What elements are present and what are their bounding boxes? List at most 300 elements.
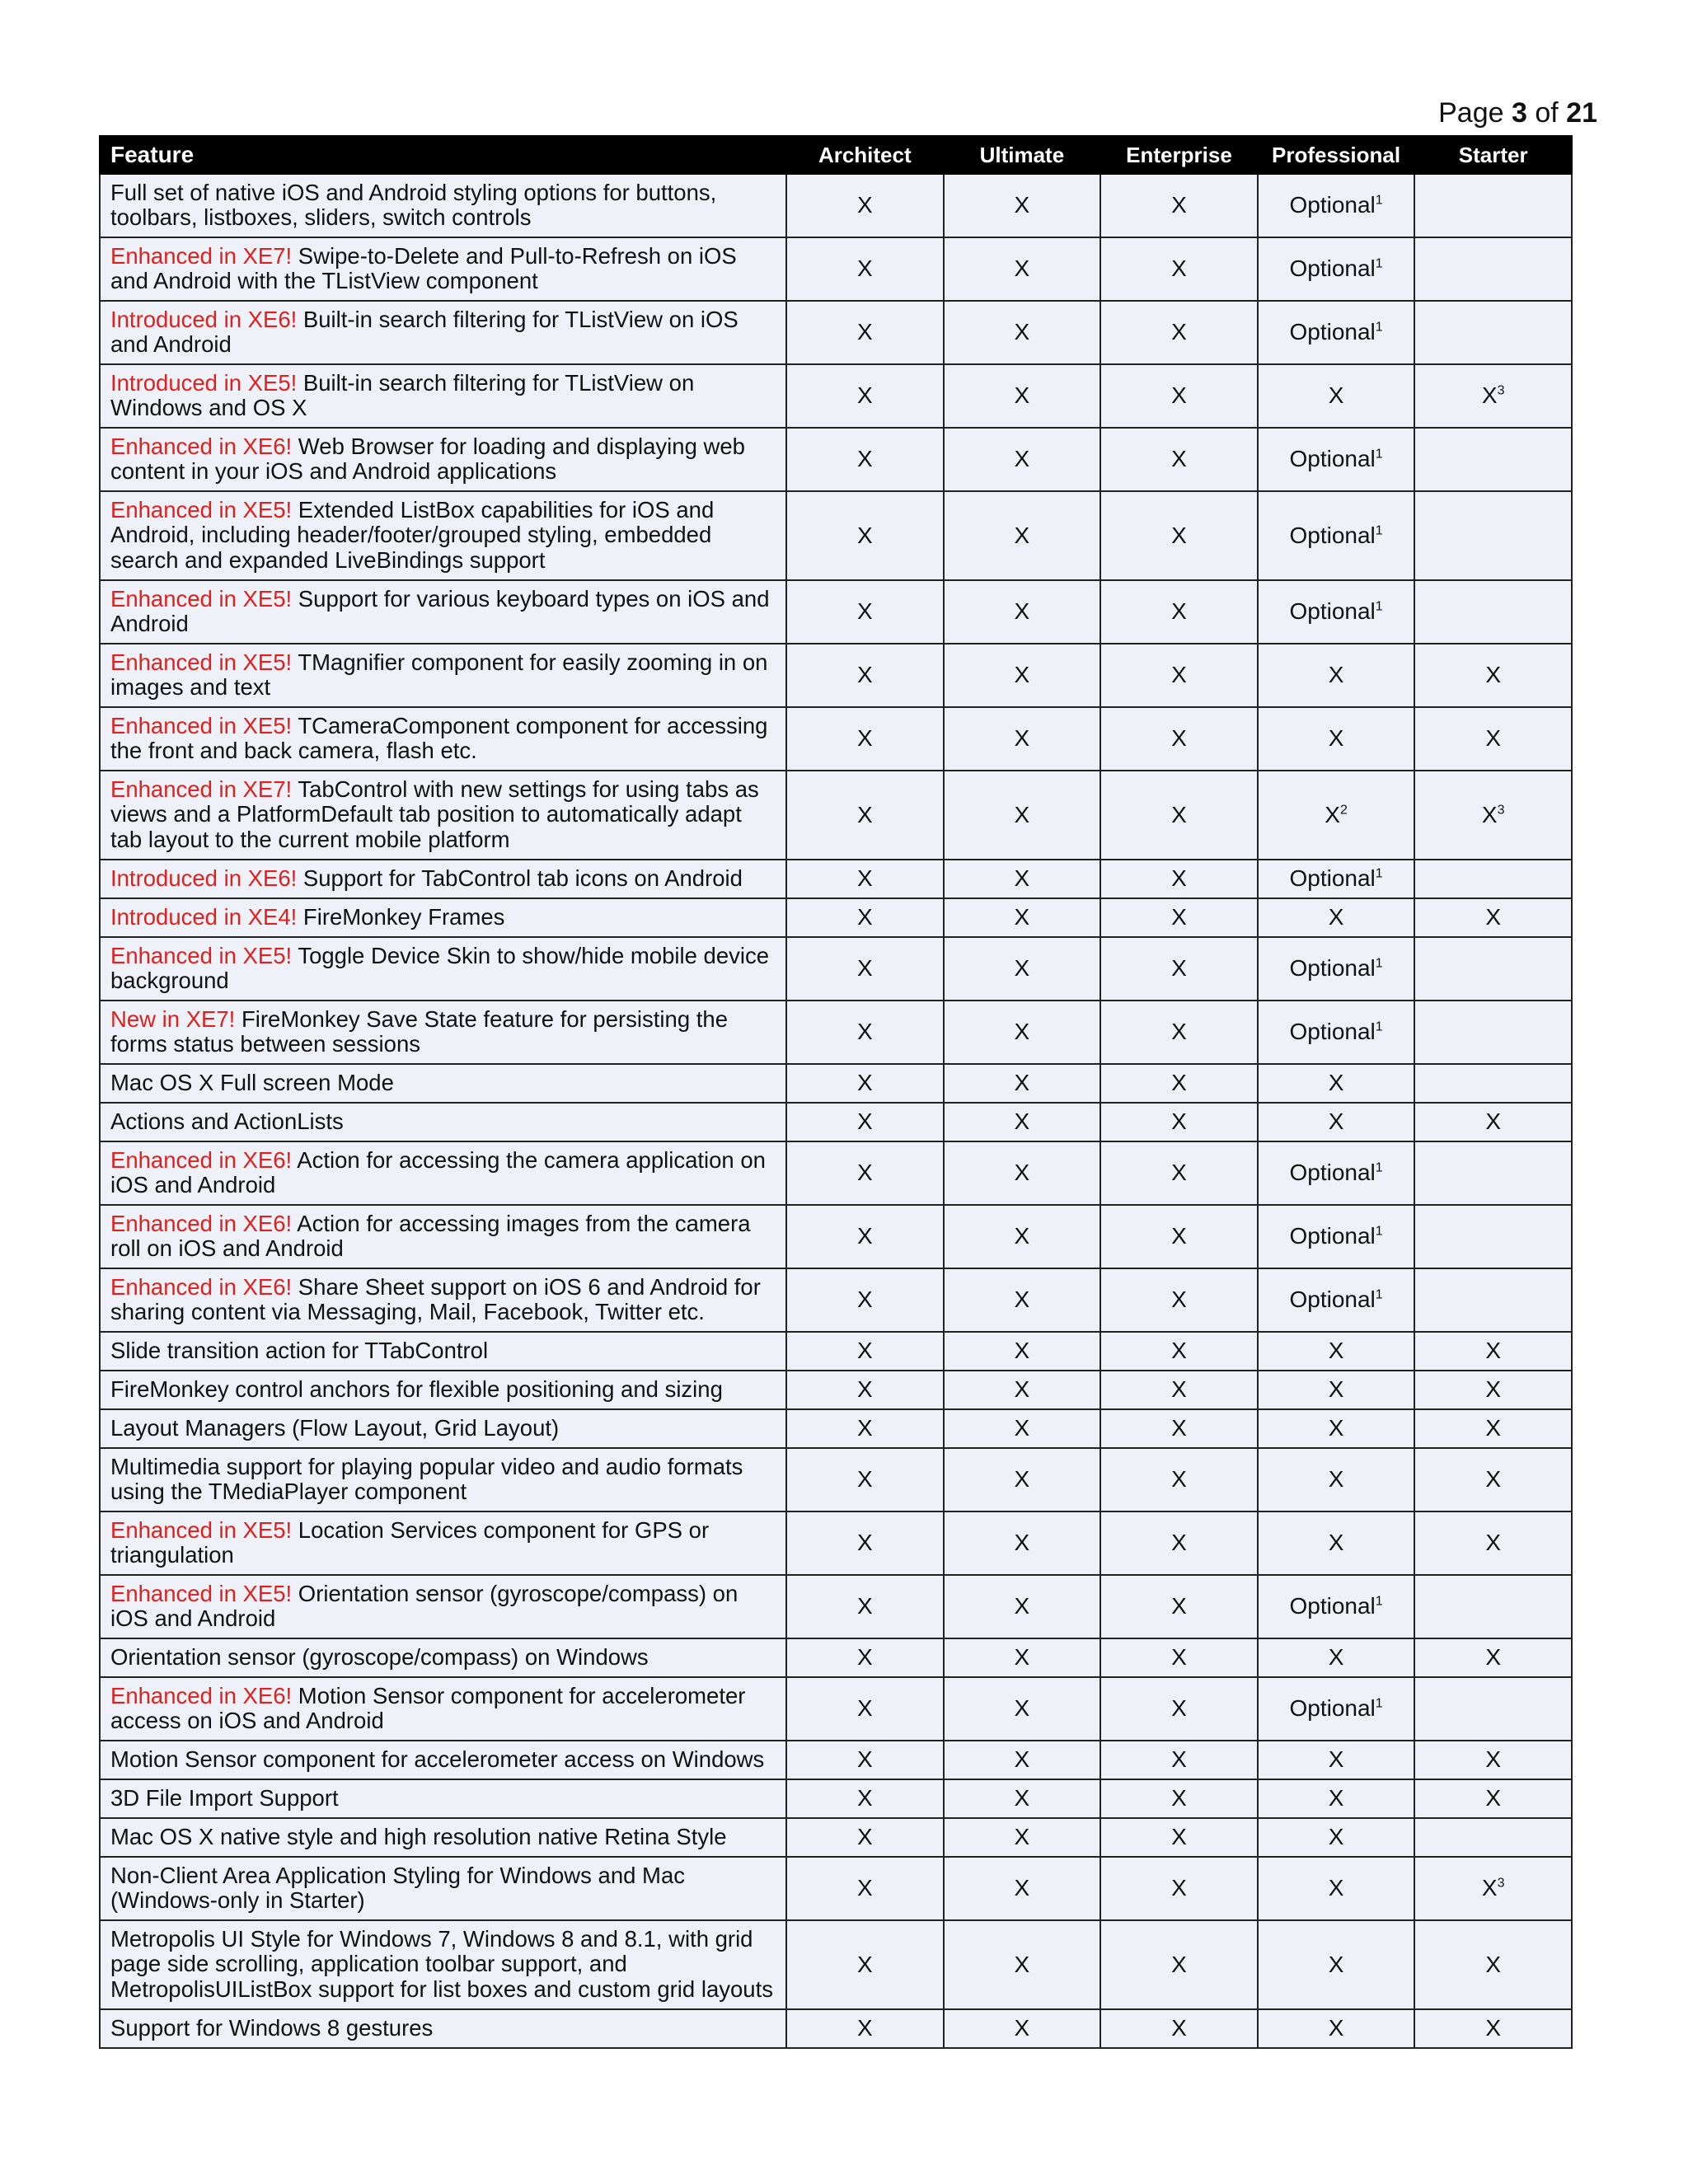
cell-architect — [786, 1857, 944, 1920]
cell-value: Optional — [1289, 1160, 1376, 1186]
table-row — [100, 1779, 1572, 1818]
footnote-marker: 1 — [1375, 1287, 1383, 1302]
feature-cell — [100, 1857, 786, 1920]
cell-professional — [1258, 1920, 1415, 2009]
cell-ultimate — [944, 1141, 1101, 1205]
feature-text: Multimedia support for playing popular video and audio formats using the TMediaPlayer component — [110, 1453, 743, 1504]
cell-value: X — [856, 1338, 873, 1364]
feature-cell — [100, 1103, 786, 1141]
cell-value: Optional — [1289, 446, 1376, 472]
cell-value: X — [1014, 1644, 1030, 1671]
cell-ultimate — [944, 491, 1101, 580]
feature-text: Support for Windows 8 gestures — [110, 2014, 434, 2041]
feature-cell — [100, 174, 786, 237]
feature-text: Metropolis UI Style for Windows 7, Windows 8 and 8.1, with grid page side scrolling, application toolbar support, and MetropolisUIListBox support for list boxes and custom grid layouts — [110, 1925, 773, 2002]
cell-professional — [1258, 1818, 1415, 1857]
feature-tag: Enhanced in XE7! — [110, 242, 293, 269]
cell-value: X — [1171, 598, 1187, 625]
cell-enterprise — [1100, 174, 1258, 237]
cell-value: X — [1485, 1376, 1502, 1403]
cell-value: X — [1171, 865, 1187, 892]
cell-ultimate — [944, 771, 1101, 860]
cell-enterprise — [1100, 1575, 1258, 1638]
cell-professional — [1258, 1001, 1415, 1064]
feature-cell — [100, 937, 786, 1001]
cell-value: X — [1171, 955, 1187, 982]
cell-architect — [786, 1677, 944, 1741]
feature-tag: Enhanced in XE5! — [110, 649, 293, 675]
cell-ultimate — [944, 1779, 1101, 1818]
cell-value: X — [856, 2015, 873, 2041]
feature-cell — [100, 1779, 786, 1818]
feature-cell — [100, 237, 786, 301]
cell-ultimate — [944, 1857, 1101, 1920]
cell-starter — [1414, 174, 1572, 237]
cell-ultimate — [944, 1064, 1101, 1103]
cell-starter — [1414, 1741, 1572, 1779]
feature-cell — [100, 1371, 786, 1409]
cell-value: X — [1014, 2015, 1030, 2041]
cell-value: X — [1014, 1530, 1030, 1556]
cell-value: X — [856, 1824, 873, 1850]
feature-cell — [100, 644, 786, 707]
feature-cell — [100, 1332, 786, 1371]
cell-value: X — [1171, 192, 1187, 218]
feature-text: Actions and ActionLists — [110, 1108, 344, 1134]
table-row — [100, 707, 1572, 771]
feature-cell — [100, 1064, 786, 1103]
cell-value: X — [856, 1785, 873, 1811]
cell-value: Optional — [1289, 319, 1376, 345]
cell-value: X — [1014, 662, 1030, 688]
feature-text: Non-Client Area Application Styling for Windows and Mac (Windows-only in Starter) — [110, 1862, 686, 1913]
cell-starter — [1414, 491, 1572, 580]
cell-professional — [1258, 1779, 1415, 1818]
cell-value: X — [1171, 1108, 1187, 1135]
cell-value: X — [1171, 1019, 1187, 1045]
cell-professional — [1258, 364, 1415, 428]
cell-value: X — [856, 1376, 873, 1403]
cell-value: X — [1485, 1785, 1502, 1811]
cell-value: X — [1485, 1746, 1502, 1773]
cell-enterprise — [1100, 1638, 1258, 1677]
page-label: Page — [1438, 97, 1504, 129]
cell-value: X — [1485, 725, 1502, 752]
feature-cell — [100, 1409, 786, 1448]
table-row — [100, 1638, 1572, 1677]
cell-starter — [1414, 1638, 1572, 1677]
cell-professional — [1258, 301, 1415, 364]
cell-value: Optional — [1289, 1223, 1376, 1249]
feature-cell — [100, 1205, 786, 1268]
cell-architect — [786, 1409, 944, 1448]
feature-text: TMagnifier component for easily zooming in on images and text — [110, 649, 768, 700]
feature-cell — [100, 1141, 786, 1205]
cell-value: X — [1014, 1824, 1030, 1850]
feature-matrix-table — [99, 135, 1573, 2049]
cell-value: X — [1328, 1376, 1344, 1403]
cell-value: X — [1014, 1785, 1030, 1811]
cell-value: X — [1171, 446, 1187, 472]
cell-value: X — [856, 1223, 873, 1249]
cell-value: X — [1328, 1785, 1344, 1811]
cell-value: X — [1014, 1466, 1030, 1493]
cell-value: X — [1171, 1160, 1187, 1186]
cell-value: X — [856, 1644, 873, 1671]
feature-text: Slide transition action for TTabControl — [110, 1337, 489, 1363]
cell-starter — [1414, 1409, 1572, 1448]
footnote-marker: 3 — [1497, 803, 1505, 818]
footnote-marker: 2 — [1339, 803, 1348, 818]
cell-value: X — [1485, 2015, 1502, 2041]
cell-ultimate — [944, 1001, 1101, 1064]
feature-cell — [100, 707, 786, 771]
cell-professional — [1258, 237, 1415, 301]
cell-value: X — [1014, 1338, 1030, 1364]
cell-ultimate — [944, 1677, 1101, 1741]
cell-professional — [1258, 937, 1415, 1001]
cell-enterprise — [1100, 1001, 1258, 1064]
cell-ultimate — [944, 1332, 1101, 1371]
feature-tag: Enhanced in XE6! — [110, 1682, 293, 1708]
cell-starter — [1414, 1371, 1572, 1409]
header-ultimate: Ultimate — [944, 136, 1101, 174]
cell-starter — [1414, 364, 1572, 428]
cell-value: X — [1171, 1695, 1187, 1722]
cell-value: X — [1014, 1746, 1030, 1773]
header-architect: Architect — [786, 136, 944, 174]
cell-enterprise — [1100, 1818, 1258, 1857]
cell-enterprise — [1100, 1141, 1258, 1205]
cell-ultimate — [944, 860, 1101, 898]
cell-starter — [1414, 1448, 1572, 1511]
cell-value: X — [1014, 192, 1030, 218]
cell-professional — [1258, 1677, 1415, 1741]
cell-value: X — [1328, 2015, 1344, 2041]
cell-value: X — [1171, 1746, 1187, 1773]
table-row — [100, 1677, 1572, 1741]
feature-tag: Enhanced in XE5! — [110, 942, 293, 968]
cell-architect — [786, 237, 944, 301]
feature-tag: Enhanced in XE5! — [110, 1516, 293, 1543]
cell-professional — [1258, 644, 1415, 707]
cell-value: X — [1481, 1875, 1498, 1901]
cell-enterprise — [1100, 580, 1258, 644]
cell-value: X — [1171, 1338, 1187, 1364]
cell-architect — [786, 860, 944, 898]
cell-ultimate — [944, 1741, 1101, 1779]
cell-value: Optional — [1289, 1286, 1376, 1313]
cell-ultimate — [944, 898, 1101, 937]
cell-value: X — [1171, 1466, 1187, 1493]
table-row — [100, 1857, 1572, 1920]
cell-professional — [1258, 428, 1415, 491]
cell-professional — [1258, 1448, 1415, 1511]
feature-cell — [100, 1511, 786, 1575]
cell-value: X — [1328, 662, 1344, 688]
feature-text: Motion Sensor component for accelerometer access on Windows — [110, 1746, 765, 1772]
page-number — [1438, 97, 1597, 129]
cell-value: X — [1014, 1415, 1030, 1441]
cell-value: X — [1014, 1286, 1030, 1313]
feature-text: Mac OS X native style and high resolution native Retina Style — [110, 1823, 727, 1849]
footnote-marker: 1 — [1375, 956, 1383, 971]
cell-value: X — [856, 255, 873, 282]
cell-architect — [786, 1371, 944, 1409]
feature-tag: Introduced in XE5! — [110, 369, 298, 396]
feature-cell — [100, 1920, 786, 2009]
feature-cell — [100, 898, 786, 937]
cell-value: X — [1171, 1875, 1187, 1901]
cell-professional — [1258, 1064, 1415, 1103]
cell-value: X — [1485, 1530, 1502, 1556]
cell-architect — [786, 1511, 944, 1575]
header-feature: Feature — [100, 136, 786, 174]
cell-starter — [1414, 237, 1572, 301]
cell-value: X — [1014, 865, 1030, 892]
cell-enterprise — [1100, 1332, 1258, 1371]
cell-value: X — [1171, 522, 1187, 548]
cell-value: Optional — [1289, 1019, 1376, 1045]
cell-value: X — [1328, 1338, 1344, 1364]
cell-professional — [1258, 1638, 1415, 1677]
feature-text: Motion Sensor component for accelerometer access on iOS and Android — [110, 1682, 746, 1733]
table-row — [100, 1205, 1572, 1268]
cell-ultimate — [944, 1103, 1101, 1141]
cell-value: X — [1171, 2015, 1187, 2041]
cell-value: X — [856, 1530, 873, 1556]
feature-text: Swipe-to-Delete and Pull-to-Refresh on iOS and Android with the TListView component — [110, 242, 737, 293]
cell-starter — [1414, 1511, 1572, 1575]
table-body — [100, 174, 1572, 2048]
cell-professional — [1258, 1857, 1415, 1920]
cell-value: X — [856, 1593, 873, 1619]
table-row — [100, 644, 1572, 707]
cell-value: X — [856, 1695, 873, 1722]
cell-value: X — [1325, 801, 1340, 827]
cell-value: X — [1014, 522, 1030, 548]
feature-text: FireMonkey Frames — [297, 903, 505, 930]
table-row — [100, 428, 1572, 491]
cell-architect — [786, 1638, 944, 1677]
cell-value: X — [1171, 319, 1187, 345]
feature-tag: Enhanced in XE6! — [110, 433, 293, 459]
cell-value: X — [1014, 1593, 1030, 1619]
feature-cell — [100, 1818, 786, 1857]
cell-enterprise — [1100, 364, 1258, 428]
cell-starter — [1414, 1575, 1572, 1638]
cell-value: Optional — [1289, 522, 1376, 548]
cell-value: X — [1171, 1824, 1187, 1850]
cell-architect — [786, 2009, 944, 2048]
cell-value: X — [1171, 255, 1187, 282]
cell-starter — [1414, 1001, 1572, 1064]
feature-cell — [100, 2009, 786, 2048]
cell-value: X — [1485, 1466, 1502, 1493]
cell-architect — [786, 491, 944, 580]
cell-value: X — [1014, 1160, 1030, 1186]
cell-enterprise — [1100, 707, 1258, 771]
feature-text: TCameraComponent component for accessing the front and back camera, flash etc. — [110, 712, 768, 763]
footnote-marker: 1 — [1375, 1224, 1383, 1239]
feature-cell — [100, 1448, 786, 1511]
feature-text: Built-in search filtering for TListView on Windows and OS X — [110, 369, 695, 420]
cell-architect — [786, 301, 944, 364]
cell-value: X — [1171, 1376, 1187, 1403]
footnote-marker: 1 — [1375, 320, 1383, 335]
cell-value: Optional — [1289, 192, 1376, 218]
cell-professional — [1258, 1141, 1415, 1205]
cell-professional — [1258, 1511, 1415, 1575]
cell-value: X — [1014, 1019, 1030, 1045]
cell-ultimate — [944, 1268, 1101, 1332]
cell-value: X — [1171, 662, 1187, 688]
table-row — [100, 1064, 1572, 1103]
cell-value: X — [856, 1746, 873, 1773]
cell-value: X — [856, 955, 873, 982]
feature-text: 3D File Import Support — [110, 1784, 339, 1811]
cell-ultimate — [944, 1448, 1101, 1511]
feature-tag: Enhanced in XE5! — [110, 1580, 293, 1606]
feature-cell — [100, 491, 786, 580]
cell-enterprise — [1100, 860, 1258, 898]
header-enterprise: Enterprise — [1100, 136, 1258, 174]
cell-starter — [1414, 1818, 1572, 1857]
cell-professional — [1258, 580, 1415, 644]
cell-architect — [786, 1268, 944, 1332]
cell-professional — [1258, 1371, 1415, 1409]
cell-professional — [1258, 1332, 1415, 1371]
cell-value: Optional — [1289, 255, 1376, 282]
cell-value: Optional — [1289, 955, 1376, 982]
cell-value: Optional — [1289, 865, 1376, 892]
cell-architect — [786, 1001, 944, 1064]
footnote-marker: 1 — [1375, 1594, 1383, 1609]
cell-value: X — [1481, 801, 1498, 827]
feature-cell — [100, 301, 786, 364]
cell-architect — [786, 898, 944, 937]
feature-text: Support for various keyboard types on iOS and Android — [110, 585, 770, 636]
cell-value: X — [856, 904, 873, 930]
cell-value: X — [1014, 1376, 1030, 1403]
cell-architect — [786, 1575, 944, 1638]
cell-value: X — [856, 1415, 873, 1441]
cell-enterprise — [1100, 644, 1258, 707]
cell-ultimate — [944, 1205, 1101, 1268]
cell-enterprise — [1100, 1920, 1258, 2009]
cell-architect — [786, 1141, 944, 1205]
cell-value: Optional — [1289, 1695, 1376, 1722]
footnote-marker: 3 — [1497, 1876, 1505, 1891]
cell-value: X — [856, 1070, 873, 1096]
feature-tag: Enhanced in XE6! — [110, 1210, 293, 1236]
feature-text: Action for accessing images from the camera roll on iOS and Android — [110, 1210, 751, 1261]
cell-value: X — [1014, 904, 1030, 930]
table-row — [100, 580, 1572, 644]
cell-ultimate — [944, 1371, 1101, 1409]
cell-ultimate — [944, 707, 1101, 771]
table-row — [100, 860, 1572, 898]
table-row — [100, 491, 1572, 580]
cell-value: X — [1171, 1070, 1187, 1096]
cell-enterprise — [1100, 1779, 1258, 1818]
table-row — [100, 1141, 1572, 1205]
feature-tag: Enhanced in XE5! — [110, 496, 293, 523]
cell-ultimate — [944, 1920, 1101, 2009]
cell-value: X — [856, 382, 873, 409]
cell-value: X — [1328, 1415, 1344, 1441]
cell-value: X — [1328, 1746, 1344, 1773]
table-header-row — [100, 136, 1572, 174]
cell-enterprise — [1100, 771, 1258, 860]
cell-starter — [1414, 707, 1572, 771]
cell-architect — [786, 1064, 944, 1103]
feature-tag: Introduced in XE6! — [110, 306, 298, 332]
cell-professional — [1258, 1268, 1415, 1332]
cell-value: X — [1328, 1466, 1344, 1493]
cell-professional — [1258, 898, 1415, 937]
cell-ultimate — [944, 2009, 1101, 2048]
cell-value: X — [1014, 382, 1030, 409]
cell-starter — [1414, 1268, 1572, 1332]
cell-ultimate — [944, 1409, 1101, 1448]
cell-value: X — [1328, 904, 1344, 930]
table-row — [100, 1818, 1572, 1857]
cell-value: X — [1171, 904, 1187, 930]
feature-cell — [100, 1677, 786, 1741]
cell-starter — [1414, 898, 1572, 937]
feature-text: Mac OS X Full screen Mode — [110, 1069, 394, 1095]
cell-ultimate — [944, 580, 1101, 644]
footnote-marker: 1 — [1375, 866, 1383, 881]
cell-enterprise — [1100, 898, 1258, 937]
cell-value: X — [856, 1466, 873, 1493]
cell-enterprise — [1100, 491, 1258, 580]
cell-enterprise — [1100, 1064, 1258, 1103]
cell-value: X — [1485, 904, 1502, 930]
table-row — [100, 1332, 1572, 1371]
table-row — [100, 1268, 1572, 1332]
cell-starter — [1414, 1141, 1572, 1205]
cell-starter — [1414, 580, 1572, 644]
cell-architect — [786, 1103, 944, 1141]
feature-tag: Enhanced in XE6! — [110, 1273, 293, 1300]
feature-tag: Enhanced in XE7! — [110, 776, 293, 802]
cell-value: X — [1171, 801, 1187, 827]
cell-architect — [786, 644, 944, 707]
feature-text: Full set of native iOS and Android styling options for buttons, toolbars, listboxes, sliders, switch controls — [110, 179, 717, 230]
table-row — [100, 174, 1572, 237]
cell-value: X — [1485, 1951, 1502, 1977]
cell-value: X — [1328, 1951, 1344, 1977]
cell-professional — [1258, 491, 1415, 580]
cell-enterprise — [1100, 301, 1258, 364]
feature-text: Action for accessing the camera application on iOS and Android — [110, 1146, 766, 1197]
cell-starter — [1414, 1779, 1572, 1818]
cell-value: X — [1171, 1223, 1187, 1249]
feature-text: Toggle Device Skin to show/hide mobile device background — [110, 942, 770, 993]
cell-value: X — [1485, 1338, 1502, 1364]
feature-tag: Enhanced in XE6! — [110, 1146, 293, 1173]
cell-value: Optional — [1289, 1593, 1376, 1619]
feature-text: Support for TabControl tab icons on Android — [297, 865, 743, 891]
table-row — [100, 1741, 1572, 1779]
page-total: 21 — [1566, 97, 1597, 129]
cell-architect — [786, 580, 944, 644]
cell-architect — [786, 1779, 944, 1818]
cell-value: X — [1171, 1286, 1187, 1313]
cell-value: X — [1014, 1108, 1030, 1135]
